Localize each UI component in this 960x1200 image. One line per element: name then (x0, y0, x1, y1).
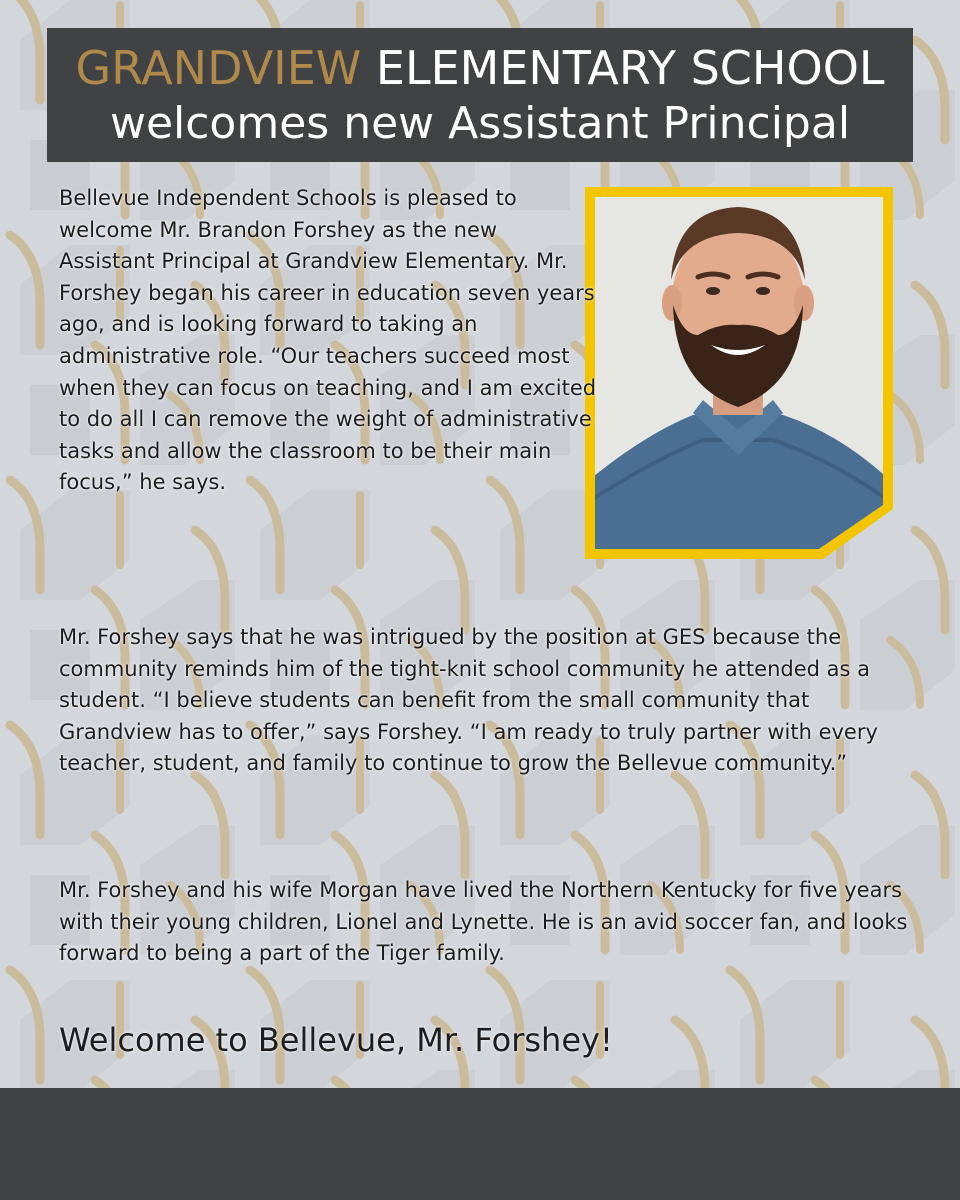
principal-photo (583, 185, 895, 561)
school-name (47, 40, 913, 96)
school-name-rest: ELEMENTARY SCHOOL (375, 41, 885, 95)
school-name-accent: GRANDVIEW (75, 41, 362, 95)
title-banner (47, 28, 913, 162)
banner-subtitle: welcomes new Assistant Principal (109, 98, 851, 149)
footer-bar (0, 1088, 960, 1200)
article-paragraph-2: Mr. Forshey says that he was intrigued by the position at GES because the community reminds him of the tight-knit school community he attended as a student. “I believe students can benefit from the small community that Grandview has to offer,” says Forshey. “I am ready to truly partner with every teacher, student, and family to continue to grow the Bellevue community.” (59, 625, 878, 776)
closing-line: Welcome to Bellevue, Mr. Forshey! (59, 1021, 613, 1059)
article-paragraph-1: Bellevue Independent Schools is pleased to welcome Mr. Brandon Forshey as the new Assistant Principal at Grandview Elementary. Mr. Forshey began his career in education seven years ago, and is looking forward to taking an administrative role. “Our teachers succeed most when they can focus on teaching, and I am excited to do all I can remove the weight of administrative tasks and allow the classroom to be their main focus,” he says. (59, 186, 597, 495)
article-paragraph-3: Mr. Forshey and his wife Morgan have lived the Northern Kentucky for five years with their young children, Lionel and Lynette. He is an avid soccer fan, and looks forward to being a part of the Tiger family. (59, 878, 908, 966)
